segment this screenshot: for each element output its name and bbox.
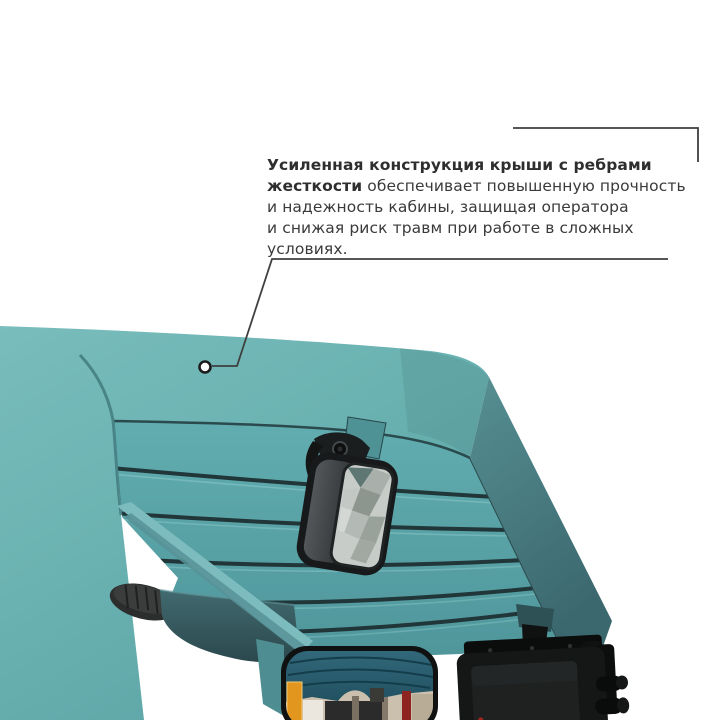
top-right-bracket-line [513,128,698,162]
annotation-regular-text: и снижая риск травм при работе в сложных условиях. [267,219,634,258]
annotation-regular-text: и надежность кабины, защищая оператора [267,198,629,216]
callout-marker-dot [200,362,211,373]
callout-leader-line [212,259,668,366]
annotation-regular-text: обеспечивает повышенную прочность [362,177,686,195]
annotation-bold-text: Усиленная конструкция крыши с ребрами [267,156,652,174]
annotation-bold-text: жесткости [267,177,363,195]
